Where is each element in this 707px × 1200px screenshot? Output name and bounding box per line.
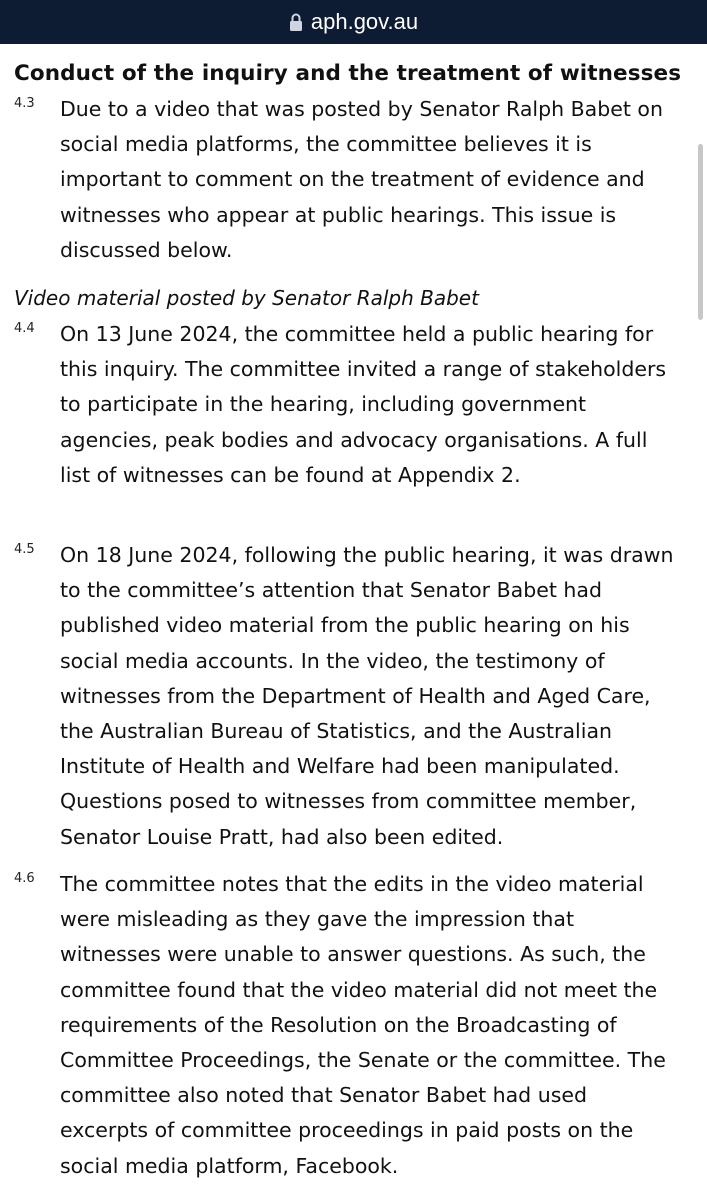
document-page: [0, 44, 707, 1200]
lock-icon: [289, 12, 303, 32]
scrollbar[interactable]: [698, 144, 703, 320]
subsection-heading: Video material posted by Senator Ralph Babet: [14, 286, 479, 310]
paragraph-text: The committee notes that the edits in the video material were misleading as they gave the impression that witnesses were unable to answer questions. As such, the committee found that the video material did not meet the requirements of the Resolution on the Broadcasting of Committee Proceedings, the Senate or the committee. The committee also noted that Senator Babet had used excerpts of committee proceedings in paid posts on the social media platform, Facebook.: [60, 872, 666, 1178]
paragraph-text: On 18 June 2024, following the public hearing, it was drawn to the committee’s attention that Senator Babet had published video material from the public hearing on his social media accounts. In the video, the testimony of witnesses from the Department of Health and Aged Care, the Australian Bureau of Statistics, and the Australian Institute of Health and Welfare had been manipulated. Questions posed to witnesses from committee member, Senator Louise Pratt, had also been edited.: [60, 543, 674, 849]
paragraph-text: On 13 June 2024, the committee held a public hearing for this inquiry. The committee invited a range of stakeholders to participate in the hearing, including government agencies, peak bodies and advocacy organisations. A full list of witnesses can be found at Appendix 2.: [60, 322, 667, 487]
paragraph-number: 4.5: [14, 542, 35, 557]
paragraph-number: 4.4: [14, 321, 35, 336]
section-heading: Conduct of the inquiry and the treatment of witnesses: [14, 61, 682, 86]
address-bar[interactable]: [0, 0, 707, 44]
url-text: aph.gov.au: [310, 9, 419, 34]
paragraph-text: Due to a video that was posted by Senator Ralph Babet on social media platforms, the committee believes it is important to comment on the treatment of evidence and witnesses who appear at public hearings. This issue is discussed below.: [60, 97, 663, 262]
paragraph-number: 4.6: [14, 871, 35, 886]
paragraph-number: 4.3: [14, 96, 35, 111]
